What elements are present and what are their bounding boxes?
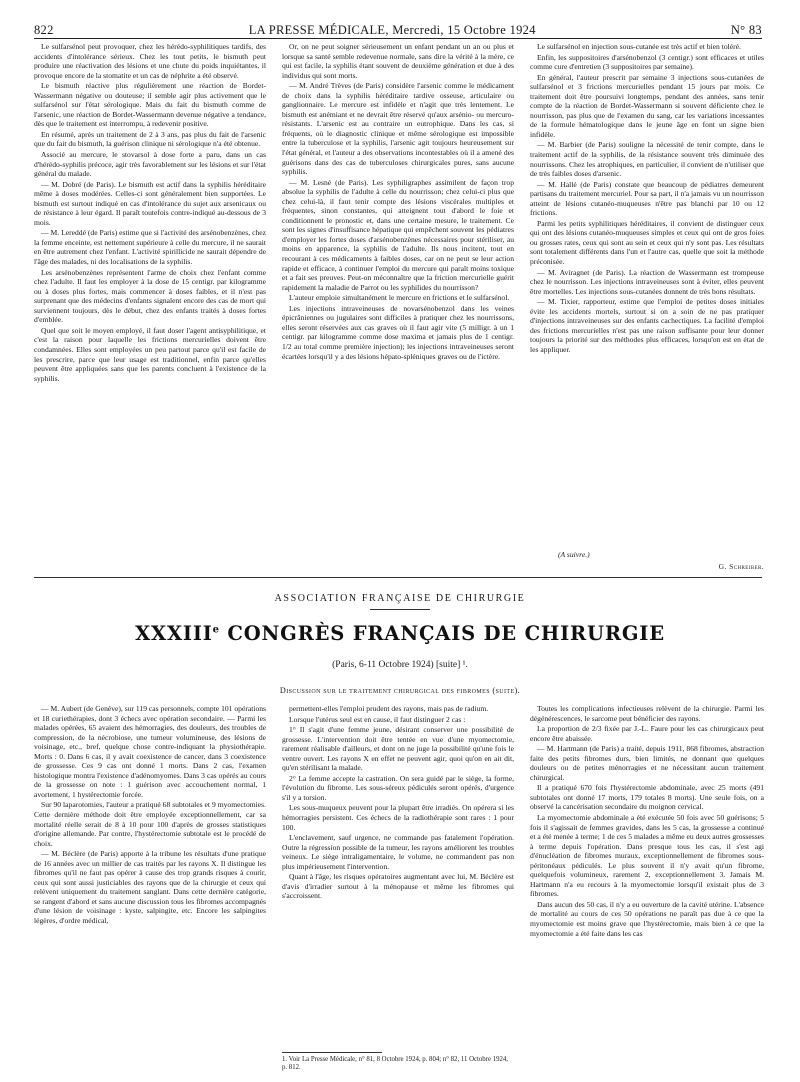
congress-title: [0, 622, 800, 645]
paragraph: Sur 90 laparotomies, l'auteur a pratiqué 68 subtotales et 9 myomectomies. Cette dernière méthode doit être employée exceptionnellement, car sa mortalité réelle serait de 8 à 10 pour 100 d'après de grosses statistiques d'origine allemande. Par contre, l'hystérectomie subtotale est le procédé de choix.: [34, 800, 266, 848]
paragraph: Dans aucun des 50 cas, il n'y a eu ouverture de la cavité utérine. L'absence de mortalité au cours de ces 50 opérations ne paraît pas due à ce que la myomectomie est moins grave que l'hystérectomie, mais bien à ce que la myomectomie a été faite dans les cas: [530, 899, 764, 938]
continuation-note: (A suivre.): [558, 550, 590, 559]
paragraph: Quant à l'âge, les risques opératoires augmentant avec lui, M. Béclère est d'avis d'irradier surtout à la ménopause et même les fibromes qui s'accroissent.: [282, 872, 514, 901]
paragraph: — M. Hallé (de Paris) constate que beaucoup de pédiatres demeurent partisans du traitement mercuriel. Pour sa part, il n'a jamais vu un nourrisson atteint de lésions cutanéo-muqueuses n'être pas blanchi par 10 ou 12 frictions.: [530, 179, 764, 218]
page-header: [34, 16, 762, 39]
paragraph: Les arsénobenzènes représentent l'arme de choix chez l'enfant comme chez l'adulte. Il faut les employer à la dose de 15 centigr. par kilogramme ou à doses plus fortes, mais commencer à doses faibles, et il n'est pas surprenant que des médecins d'enfants signalent encore des cas de mort qui surviennent toujours, dès le début, chez des enfants traités à doses fortes d'emblée.: [34, 267, 266, 325]
paragraph: — M. Tixier, rapporteur, estime que l'emploi de petites doses initiales évite les accidents mortels, surtout si on a soin de ne pas pratiquer d'injections intraveineuses sur des enfants cachectiques. La facilité d'emploi des frictions mercurielles n'est pas une raison suffisante pour leur donner toujours la priorité sur des méthodes plus efficaces, lorsqu'on est en état de les appliquer.: [530, 297, 764, 354]
paragraph: Les sous-muqueux peuvent pour la plupart être irradiés. On opérera si les hémorragies persistent. Ces échecs de la radiothérapie sont rares : 1 pour 100.: [282, 803, 514, 832]
association-heading: ASSOCIATION FRANÇAISE DE CHIRURGIE: [274, 593, 526, 604]
running-title: LA PRESSE MÉDICALE, Mercredi, 15 Octobre 1924: [248, 23, 536, 37]
footnote-divider: [282, 1052, 382, 1053]
paragraph: Enfin, les suppositoires d'arsénobenzol (3 centigr.) sont efficaces et utiles comme cure d'entretien (3 suppositoires par semaine).: [530, 52, 764, 72]
paragraph: — M. Avíragnet (de Paris). La réaction de Wassermann est trompeuse chez le nourrisson. Les injections intraveineuses sont à éviter, elles peuvent être mortelles. Les injections sous-cutanées donnent de très bons résultats.: [530, 267, 764, 296]
page-number: 822: [34, 23, 54, 37]
bottom-column-1: [34, 704, 266, 1076]
paragraph: 1° Il s'agit d'une femme jeune, désirant conserver une possibilité de grossesse. L'intervention doit être tentée en vue d'une myomectomie, rarement réalisable d'ailleurs, et dont on ne juge la possibilité qu'une fois le ventre ouvert. Les rayons X en effet ne peuvent agir, quoi qu'on en ait dit, qu'en stérilisant la malade.: [282, 725, 514, 773]
top-column-2: [282, 42, 514, 564]
top-column-1: [34, 42, 266, 564]
congress-number: XXXIII: [135, 622, 213, 645]
paragraph: permettent-elles l'emploi prudent des rayons, mais pas de radium.: [289, 704, 489, 713]
paragraph: Le sulfarsénol en injection sous-cutanée est très actif et bien toléré.: [537, 42, 741, 51]
paragraph: Associé au mercure, le stovarsol à dose forte a paru, dans un cas d'hérédo-syphilis précoce, agir très favorablement sur les lésions et sur l'état général du malade.: [34, 150, 266, 179]
paragraph: Lorsque l'utérus seul est en cause, il faut distinguer 2 cas :: [289, 714, 466, 724]
paragraph: Il a pratiqué 670 fois l'hystérectomie abdominale, avec 25 morts (491 subtotales ont donné 17 morts, 179 totales 8 morts). Une seule fois, on a observé la cancérisation secondaire du moignon cervical.: [530, 783, 764, 812]
paragraph: — M. Hartmann (de Paris) a traité, depuis 1911, 868 fibromes, abstraction faite des petits fibromes durs, bien limités, ne donnant que quelques douleurs ou de petites ménorragies et ne nécessitant aucun traitement chirurgical.: [530, 744, 764, 782]
paragraph: Quel que soit le moyen employé, il faut doser l'agent antisyphilitique, et c'est la raison pour laquelle les frictions mercurielles doivent être condamnées. Elles sont employées un peu partout parce qu'il est facile de les prescrire, parce que leur usage est traditionnel, enfin parce qu'elles peuvent être appliquées sans que les parents concluent à l'existence de la syphilis.: [34, 325, 266, 383]
paragraph: — M. Barbier (de Paris) souligne la nécessité de tenir compte, dans le traitement actif de la syphilis, de la résistance souvent très diminuée des nourrissons. Chez les atrophiques, en particulier, il convient de n'utiliser que de très faibles doses d'arsenic.: [530, 140, 764, 179]
paragraph: Parmi les petits syphilitiques héréditaires, il convient de distinguer ceux qui ont des lésions cutanéo-muqueuses simples et ceux qui ont de gros foies ou grosses rates, ceux qui sont au sein et ceux qui n'y sont pas. Les résultats sont totalement différents dans l'un et l'autre cas, quelle que soit la méthode préconisée.: [530, 218, 764, 267]
article-signature: [530, 550, 764, 570]
congress-name: CONGRÈS FRANÇAIS DE CHIRURGIE: [219, 622, 665, 645]
congress-ordinal: e: [212, 624, 220, 636]
top-column-3: [530, 42, 764, 564]
footnote: 1. Voir La Presse Médicale, n° 81, 8 Octobre 1924, p. 804; n° 82, 11 Octobre 1924, p. 812.: [282, 1056, 508, 1072]
paragraph: Les injections intraveineuses de novarsénobenzol dans les veines épicrâniennes ou jugulaires sont difficiles à pratiquer chez les nourrissons, elles seront réservées aux cas graves où il faut agir vite (5 milligr. à un 1 centigr. par kilogramme comme dose maxima et jamais plus de 1 centigr. 1/2 au total comme première injection); les injections intraveineuses seront écartées lorsqu'il y a des lésions hépato-spléniques graves ou de l'ictère.: [282, 303, 514, 361]
heading-rule: [370, 609, 430, 610]
paragraph: — M. Béclère (de Paris) apporte à la tribune les résultats d'une pratique de 16 années avec un millier de cas traités par les rayons X. Il distingue les fibromes qu'il ne faut pas opérer à cause des trop grands risques à courir, ceux qui sont aussi justiciables des rayons que de la chirurgie et ceux qui relèvent uniquement du traitement sanglant. Dans cette dernière catégorie, se rangent d'abord et sans aucune discussion tous les fibromes accompagnés d'une lésion de voisinage : kyste, salpingite, etc. Encore les salpingites légères, d'ordre médical,: [34, 849, 266, 926]
paragraph: En résumé, après un traitement de 2 à 3 ans, pas plus du fait de l'arsenic que du fait du bismuth, la guérison clinique ni sérologique n'a été obtenue.: [34, 129, 266, 149]
paragraph: — M. Dobré (de Paris). Le bismuth est actif dans la syphilis héréditaire même à doses modérées. Celles-ci sont généralement bien supportées. Le bismuth est surtout indiqué en cas d'intolérance du sujet aux arsenicaux ou de résistance à leur égard. Il paraît toutefois contre-indiqué au-dessous de 3 mois.: [34, 179, 266, 227]
bottom-column-3: [530, 704, 764, 1076]
paragraph: Le bismuth réactive plus régulièrement une réaction de Bordet-Wassermann négative ou douteuse; il semble agir plus activement que le sulfarsénol sur l'état sérologique. Mais du fait du bismuth comme de l'arsenic, une réaction de Bordet-Wassermann devenue négative a tendance, dès que le traitement est interrompu, à redevenir positive.: [34, 81, 266, 129]
paragraph: Toutes les complications infectieuses relèvent de la chirurgie. Parmi les dégénérescences, le sarcome peut bénéficier des rayons.: [530, 704, 764, 723]
paragraph: — M. Aubert (de Genève), sur 119 cas personnels, compte 101 opérations et 18 curiethérapies, dont 3 échecs avec opération secondaire. — Parmi les malades opérées, 65 avaient des hémorragies, des douleurs, des troubles de compression, de la nécrobiose, une tumeur volumineuse, des lésions de voisinage, etc., bref, quelque chose contre-indiquant la physiothérapie. Morts : 0. Dans 6 cas, il y avait coexistence de cancer, dans 3 coexistence de grossesse. Ces 9 cas ont donné 1 morts. Dans 2 cas, l'examen histologique montra l'existence d'adénomyomes. Dans 3 cas opérés au cours de la grossesse on note : 1 guérison avec accouchement normal, 1 avortement, 1 hystérectomie forcée.: [34, 704, 266, 799]
paragraph: En général, l'auteur prescrit par semaine 3 injections sous-cutanées de sulfarsénol et 3 frictions mercurielles pendant 15 jours par mois. Ce traitement doit être poursuivi longtemps, pendant des années, sans tenir compte de la réaction de Bordet-Wassermann si souvent déficiente chez le nourrisson, pas plus que de l'examen du sang, car les variations incessantes de la formule hématologique dans le jeune âge en font un signe bien infidèle.: [530, 72, 764, 139]
paragraph: — M. André Trèves (de Paris) considère l'arsenic comme le médicament de choix dans la syphilis héréditaire tardive osseuse, articulaire ou ganglionnaire. Le mercure est infidèle et n'agit que très lentement. Le bismuth est anémiant et ne devrait être réservé qu'aux arsénio- ou mercuro-résistants. L'arsenic est au contraire un eutrophique. Dans les cas, si fréquents, où le diagnostic clinique et même sérologique est impossible entre la tuberculose et la syphilis, l'arsenic agit toujours heureusement sur l'état général, et l'auteur a des observations incontestables où il a amené des guérisons dans des cas de tuberculoses chirurgicales pures, sans aucune syphilis.: [282, 81, 514, 177]
paragraph: Or, on ne peut soigner sérieusement un enfant pendant un an ou plus et lorsque sa santé semble redevenue normale, sans dire la vérité à la mère, ce qui est facile, la syphilis étant souvent de deuxième génération et due à des individus qui sont morts.: [282, 42, 514, 80]
paragraph: — M. Lesné (de Paris). Les syphiligraphes assimilent de façon trop absolue la syphilis de l'adulte à celle du nourrisson; chez celui-ci plus que chez celui-là, il faut tenir compte des lésions viscérales multiples et fréquentes, sinon constantes, qui atteignent tout d'abord le foie et conditionnent le pronostic et, dans une certaine mesure, le traitement. Ce sont les signes d'insuffisance hépatique qui empêchent souvent les pédiatres d'employer les fortes doses d'arsénobenzènes nécessaires pour stériliser, au moins en apparence, la syphilis de l'adulte. Ils nous incitent, tout en recourant à ces médicaments à faibles doses, car on ne peut se leur action rapide et efficace, à continuer l'emploi du mercure qui paraît moins toxique et a fait ses preuves. Peut-on méconnaître que la friction mercurielle guérit rapidement la maladie de Parrot ou les syphilides du nourrisson?: [282, 177, 514, 292]
bottom-column-2: [282, 704, 514, 1076]
paragraph: Le sulfarsénol peut provoquer, chez les hérédo-syphilitiques tardifs, des accidents d'intolérance sérieux. Chez les tout petits, le bismuth peut produire une réactivation des lésions et une chute du poids inquiétantes, il provoque encore de la stomatite et un cas de néphrite a été observé.: [34, 42, 266, 80]
paragraph: La myomectomie abdominale a été exécutée 50 fois avec 50 guérisons; 5 fois il s'agissait de femmes gravides, dans les 5 cas, la grossesse a continué et a été menée à terme; 1 de ces 5 malades a même eu deux autres grossesses à terme depuis l'opération. Dans presque tous les cas, il s'est agi d'énucléation de fibromes muraux, exceptionnellement de fibromes sous-péritonéaux pédiculés. Le plus souvent il n'y avait qu'un fibrome, quelquefois volumineux, rarement 2, exceptionnellement 3. Jamais M. Hartmann n'a eu recours à la myomectomie lorsqu'il existait plus de 3 fibromes.: [530, 813, 764, 899]
paragraph: La proportion de 2/3 fixée par J.-L. Faure pour les cas chirurgicaux peut encore être abaissée.: [530, 724, 764, 743]
section-divider: [34, 577, 762, 578]
paragraph: — M. Lereddé (de Paris) estime que si l'activité des arsénobenzènes, chez la femme enceinte, est nettement supérieure à celle du mercure, il ne saurait en être autrement chez l'enfant. L'activité spirillicide ne saurait dépendre de l'âge des malades, ni des localisations de la syphilis.: [34, 228, 266, 267]
paragraph: L'auteur emploie simultanément le mercure en frictions et le sulfarsénol.: [289, 293, 510, 303]
congress-subtitle: (Paris, 6-11 Octobre 1924) [suite] ¹.: [332, 660, 468, 670]
issue-number: N° 83: [730, 23, 762, 37]
author-name: G. Schreiber.: [718, 562, 764, 571]
paragraph: 2° La femme accepte la castration. On sera guidé par le siège, la forme, l'évolution du fibrome. Les sous-séreux pédiculés seront opérés, d'urgence s'il y a torsion.: [282, 773, 514, 802]
paragraph: L'enclavement, sauf urgence, ne commande pas fatalement l'opération. Outre la régression possible de la tumeur, les rayons améliorent les troubles veineux. Le siège intraligamentaire, le volume, ne commandent pas non plus impérieusement l'intervention.: [282, 833, 514, 871]
discussion-heading: Discussion sur le traitement chirurgical des fibromes (suite).: [279, 686, 521, 695]
